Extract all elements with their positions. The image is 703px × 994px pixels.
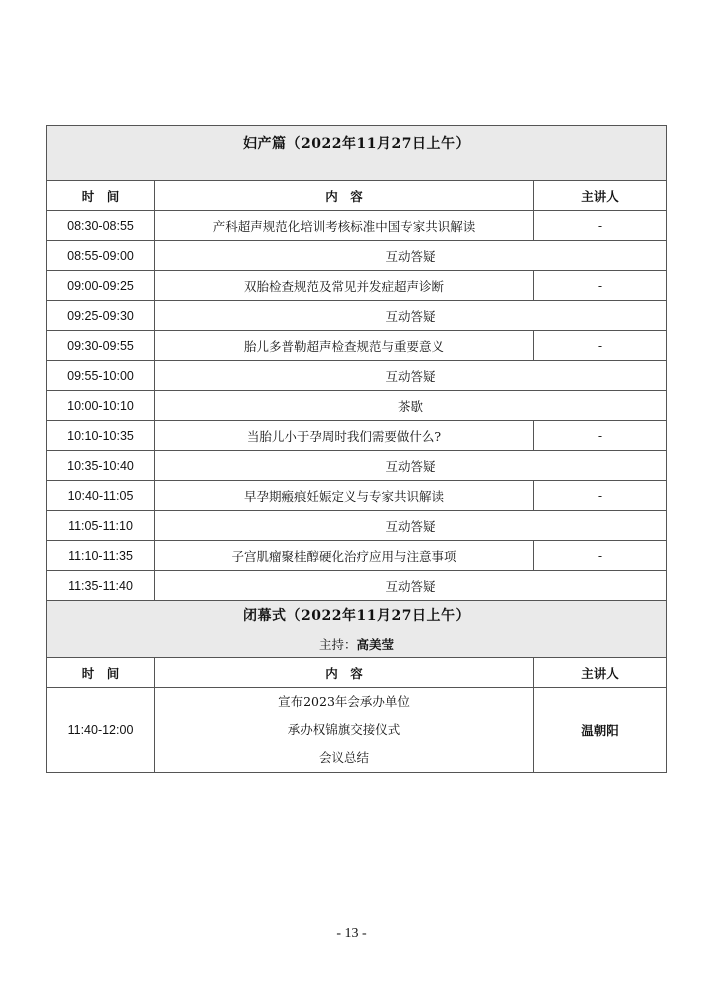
schedule-speaker: - — [534, 331, 667, 361]
schedule-content: 双胎检查规范及常见并发症超声诊断 — [155, 271, 534, 301]
closing-header-speaker: 主讲人 — [534, 658, 667, 688]
obstetrics-column-headers — [47, 181, 667, 211]
closing-host-label: 主持： — [319, 637, 357, 652]
schedule-content: 互动答疑 — [155, 301, 667, 331]
schedule-row — [47, 541, 667, 571]
closing-speaker: 温朝阳 — [534, 688, 667, 773]
schedule-content: 茶歇 — [155, 391, 667, 421]
schedule-time: 08:55-09:00 — [47, 241, 155, 271]
header-time: 时 间 — [47, 181, 155, 211]
obstetrics-title-cell — [47, 126, 667, 181]
closing-column-headers — [47, 658, 667, 688]
closing-item: 会议总结 — [318, 750, 369, 765]
closing-row — [47, 688, 667, 773]
schedule-time: 10:00-10:10 — [47, 391, 155, 421]
schedule-row — [47, 421, 667, 451]
schedule-content: 产科超声规范化培训考核标准中国专家共识解读 — [155, 211, 534, 241]
header-content: 内 容 — [155, 181, 534, 211]
schedule-row — [47, 211, 667, 241]
schedule-time: 11:10-11:35 — [47, 541, 155, 571]
schedule-time: 10:10-10:35 — [47, 421, 155, 451]
schedule-time: 09:25-09:30 — [47, 301, 155, 331]
schedule-content: 互动答疑 — [155, 511, 667, 541]
schedule-time: 11:05-11:10 — [47, 511, 155, 541]
schedule-time: 09:00-09:25 — [47, 271, 155, 301]
schedule-content: 当胎儿小于孕周时我们需要做什么? — [155, 421, 534, 451]
closing-item: 承办权锦旗交接仪式 — [287, 722, 401, 737]
schedule-time: 10:35-10:40 — [47, 451, 155, 481]
header-speaker: 主讲人 — [534, 181, 667, 211]
schedule-row — [47, 361, 667, 391]
obstetrics-title: 妇产篇（2022年11月27日上午） — [243, 136, 470, 152]
obstetrics-section-header — [47, 126, 667, 181]
closing-content — [155, 688, 534, 773]
schedule-row — [47, 481, 667, 511]
schedule-row — [47, 391, 667, 421]
closing-title-cell — [47, 601, 667, 658]
schedule-content: 互动答疑 — [155, 571, 667, 601]
schedule-speaker: - — [534, 421, 667, 451]
schedule-time: 08:30-08:55 — [47, 211, 155, 241]
schedule-content: 互动答疑 — [155, 361, 667, 391]
program-table — [46, 125, 667, 773]
closing-section-header — [47, 601, 667, 658]
schedule-speaker: - — [534, 271, 667, 301]
schedule-row — [47, 331, 667, 361]
schedule-row — [47, 301, 667, 331]
schedule-time: 09:55-10:00 — [47, 361, 155, 391]
schedule-content: 互动答疑 — [155, 241, 667, 271]
schedule-content: 胎儿多普勒超声检查规范与重要意义 — [155, 331, 534, 361]
closing-time: 11:40-12:00 — [47, 688, 155, 773]
closing-title: 闭幕式（2022年11月27日上午） — [243, 608, 470, 624]
schedule-time: 09:30-09:55 — [47, 331, 155, 361]
page-number: - 13 - — [336, 926, 367, 941]
schedule-content: 早孕期瘢痕妊娠定义与专家共识解读 — [155, 481, 534, 511]
closing-header-time: 时 间 — [47, 658, 155, 688]
schedule-content: 子宫肌瘤聚桂醇硬化治疗应用与注意事项 — [155, 541, 534, 571]
schedule-row — [47, 571, 667, 601]
closing-host — [47, 635, 666, 653]
schedule-row — [47, 271, 667, 301]
closing-host-name: 高美莹 — [356, 637, 395, 652]
schedule-row — [47, 241, 667, 271]
program-sheet — [46, 125, 666, 773]
closing-header-content: 内 容 — [155, 658, 534, 688]
schedule-time: 10:40-11:05 — [47, 481, 155, 511]
closing-item: 宣布2023年会承办单位 — [278, 694, 410, 709]
schedule-speaker: - — [534, 541, 667, 571]
schedule-speaker: - — [534, 481, 667, 511]
schedule-row — [47, 451, 667, 481]
schedule-time: 11:35-11:40 — [47, 571, 155, 601]
schedule-row — [47, 511, 667, 541]
schedule-content: 互动答疑 — [155, 451, 667, 481]
schedule-speaker: - — [534, 211, 667, 241]
